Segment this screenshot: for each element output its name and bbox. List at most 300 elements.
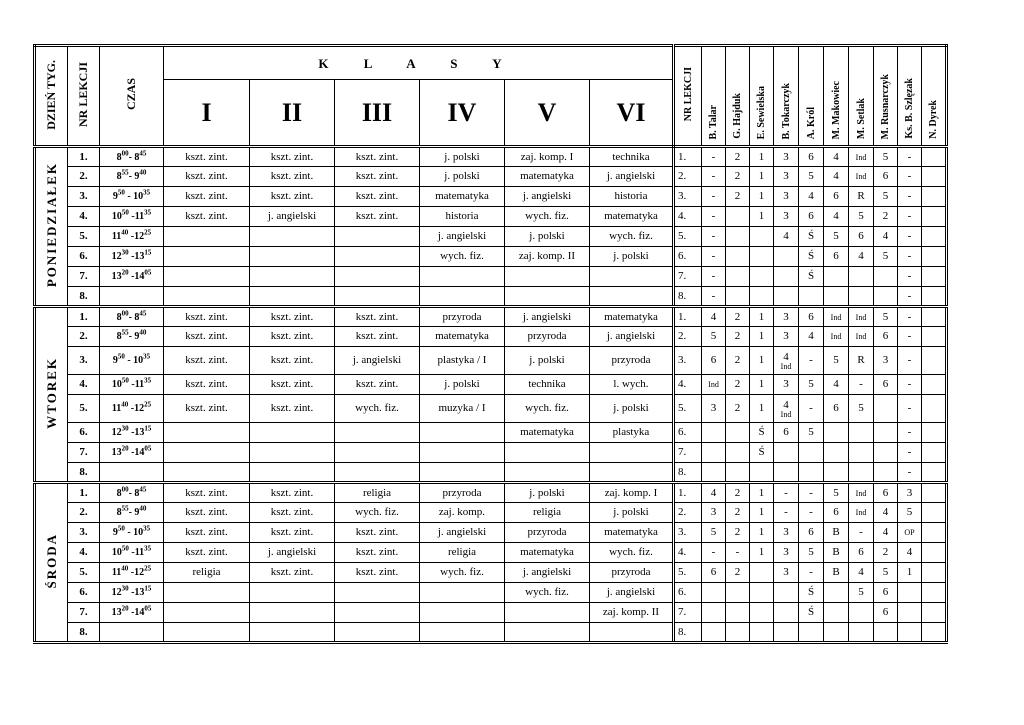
lesson-row xyxy=(35,523,947,543)
teacher-assignment: 3 xyxy=(702,503,726,523)
teacher-assignment: 2 xyxy=(726,563,750,583)
teacher-assignment: 4 xyxy=(799,327,824,347)
teacher-assignment: 4 xyxy=(898,543,922,563)
teacher-assignment xyxy=(922,167,947,187)
teacher-assignment: B xyxy=(824,563,849,583)
teacher-assignment: 5 xyxy=(874,307,898,327)
teacher-assignment: Ś xyxy=(799,583,824,603)
lesson-number: 8. xyxy=(68,623,100,643)
teacher-assignment: 6 xyxy=(799,307,824,327)
lesson-number-2: 2. xyxy=(674,167,702,187)
header-classes: K L A S Y xyxy=(164,46,674,80)
lesson-number: 2. xyxy=(68,327,100,347)
class-subject xyxy=(164,603,250,623)
class-subject: j. polski xyxy=(505,347,590,375)
teacher-assignment: Ind xyxy=(824,327,849,347)
lesson-number-2: 1. xyxy=(674,307,702,327)
lesson-number-2: 3. xyxy=(674,347,702,375)
class-subject: kszt. zint. xyxy=(164,327,250,347)
teacher-assignment: 2 xyxy=(726,167,750,187)
class-subject: kszt. zint. xyxy=(164,167,250,187)
class-subject xyxy=(164,423,250,443)
teacher-assignment xyxy=(824,423,849,443)
teacher-assignment: 6 xyxy=(824,503,849,523)
header-time: CZAS xyxy=(124,78,138,111)
lesson-number: 5. xyxy=(68,227,100,247)
teacher-assignment: 1 xyxy=(750,167,774,187)
teacher-assignment xyxy=(726,623,750,643)
lesson-row xyxy=(35,347,947,375)
class-subject xyxy=(590,463,674,483)
teacher-name: M. Setlak xyxy=(855,97,867,139)
class-subject xyxy=(164,287,250,307)
teacher-assignment: - xyxy=(898,287,922,307)
class-subject: matematyka xyxy=(505,543,590,563)
teacher-assignment xyxy=(702,623,726,643)
teacher-assignment: Ś xyxy=(750,423,774,443)
lesson-number: 8. xyxy=(68,287,100,307)
teacher-assignment xyxy=(922,267,947,287)
teacher-assignment xyxy=(774,287,799,307)
class-subject: matematyka xyxy=(420,187,505,207)
teacher-assignment xyxy=(750,463,774,483)
lesson-number: 2. xyxy=(68,503,100,523)
lesson-number-2: 4. xyxy=(674,543,702,563)
teacher-assignment xyxy=(874,623,898,643)
teacher-assignment: 4 xyxy=(702,307,726,327)
teacher-assignment: Ś xyxy=(799,227,824,247)
teacher-assignment: - xyxy=(898,395,922,423)
class-subject: j. polski xyxy=(590,395,674,423)
lesson-number: 4. xyxy=(68,207,100,227)
teacher-assignment: - xyxy=(898,307,922,327)
lesson-number: 7. xyxy=(68,443,100,463)
class-subject: kszt. zint. xyxy=(164,307,250,327)
teacher-assignment xyxy=(874,287,898,307)
lesson-number: 1. xyxy=(68,307,100,327)
teacher-assignment xyxy=(750,227,774,247)
teacher-assignment: 4 xyxy=(824,375,849,395)
teacher-assignment: 2 xyxy=(726,375,750,395)
teacher-assignment: 6 xyxy=(874,327,898,347)
lesson-row xyxy=(35,267,947,287)
day-name: WTOREK xyxy=(44,357,59,429)
class-subject: zaj. komp. II xyxy=(505,247,590,267)
teacher-assignment: - xyxy=(774,503,799,523)
class-subject xyxy=(250,623,335,643)
class-subject xyxy=(420,267,505,287)
teacher-assignment: 4 xyxy=(849,247,874,267)
lesson-number-2: 4. xyxy=(674,207,702,227)
class-subject: kszt. zint. xyxy=(250,167,335,187)
class-subject: j. polski xyxy=(590,247,674,267)
teacher-assignment: 5 xyxy=(799,167,824,187)
teacher-assignment: 1 xyxy=(750,187,774,207)
timetable-sheet xyxy=(33,44,948,644)
lesson-number: 7. xyxy=(68,603,100,623)
teacher-assignment: 1 xyxy=(750,523,774,543)
class-subject: j. polski xyxy=(420,167,505,187)
teacher-assignment: 2 xyxy=(726,147,750,167)
teacher-assignment: Ś xyxy=(799,603,824,623)
class-subject xyxy=(250,443,335,463)
teacher-assignment xyxy=(824,463,849,483)
lesson-number: 3. xyxy=(68,523,100,543)
class-subject: kszt. zint. xyxy=(335,523,420,543)
teacher-assignment: - xyxy=(799,347,824,375)
class-subject: kszt. zint. xyxy=(335,167,420,187)
class-subject: kszt. zint. xyxy=(164,375,250,395)
teacher-assignment xyxy=(726,603,750,623)
teacher-assignment xyxy=(726,207,750,227)
class-subject: kszt. zint. xyxy=(164,483,250,503)
class-subject xyxy=(164,623,250,643)
class-subject xyxy=(250,583,335,603)
class-subject xyxy=(590,443,674,463)
lesson-row xyxy=(35,463,947,483)
class-header: V xyxy=(505,80,590,147)
lesson-row xyxy=(35,603,947,623)
lesson-time: $11^{40}$ $-12^{25}$ xyxy=(100,563,164,583)
teacher-assignment xyxy=(702,423,726,443)
class-subject: l. wych. xyxy=(590,375,674,395)
class-subject: kszt. zint. xyxy=(250,147,335,167)
class-subject xyxy=(335,227,420,247)
lesson-time: $8^{55}-$ $9^{40}$ xyxy=(100,327,164,347)
teacher-name: E. Sewielska xyxy=(756,85,767,139)
lesson-number-2: 2. xyxy=(674,327,702,347)
teacher-assignment xyxy=(774,463,799,483)
teacher-assignment xyxy=(922,227,947,247)
teacher-name: M. Rusnarczyk xyxy=(880,73,891,139)
teacher-assignment: 1 xyxy=(750,375,774,395)
lesson-number: 6. xyxy=(68,247,100,267)
lesson-time: $10^{50}$ $-11^{35}$ xyxy=(100,207,164,227)
teacher-assignment xyxy=(922,395,947,423)
timetable xyxy=(33,44,948,644)
class-subject: j. polski xyxy=(505,483,590,503)
class-subject xyxy=(335,247,420,267)
teacher-assignment: - xyxy=(898,167,922,187)
lesson-time: $8^{00}-$ $8^{45}$ xyxy=(100,307,164,327)
teacher-assignment: 5 xyxy=(874,563,898,583)
teacher-name: A. Król xyxy=(805,106,817,139)
teacher-assignment xyxy=(824,623,849,643)
class-subject: przyroda xyxy=(505,327,590,347)
class-subject xyxy=(335,267,420,287)
teacher-assignment xyxy=(726,287,750,307)
class-subject xyxy=(250,267,335,287)
lesson-number-2: 8. xyxy=(674,623,702,643)
teacher-assignment: 5 xyxy=(898,503,922,523)
teacher-assignment xyxy=(849,603,874,623)
lesson-number-2: 5. xyxy=(674,563,702,583)
class-subject: wych. fiz. xyxy=(505,583,590,603)
class-subject: przyroda xyxy=(590,563,674,583)
teacher-assignment: 3 xyxy=(874,347,898,375)
teacher-assignment: Ind xyxy=(849,167,874,187)
teacher-assignment: 1 xyxy=(898,563,922,583)
lesson-time xyxy=(100,463,164,483)
lesson-number: 2. xyxy=(68,167,100,187)
lesson-number-2: 2. xyxy=(674,503,702,523)
class-subject: kszt. zint. xyxy=(335,147,420,167)
lesson-row xyxy=(35,187,947,207)
teacher-assignment: Ind xyxy=(849,503,874,523)
class-subject xyxy=(164,583,250,603)
teacher-assignment xyxy=(922,503,947,523)
teacher-name: B. Talar xyxy=(708,104,719,139)
teacher-assignment: - xyxy=(898,375,922,395)
teacher-assignment xyxy=(750,287,774,307)
teacher-assignment: 3 xyxy=(898,483,922,503)
class-subject: j. angielski xyxy=(505,307,590,327)
class-subject: plastyka xyxy=(590,423,674,443)
teacher-assignment xyxy=(824,603,849,623)
lesson-number: 6. xyxy=(68,583,100,603)
class-subject: matematyka xyxy=(590,207,674,227)
lesson-number-2: 6. xyxy=(674,247,702,267)
class-subject: j. angielski xyxy=(250,207,335,227)
teacher-assignment xyxy=(922,187,947,207)
teacher-assignment: 4 xyxy=(849,563,874,583)
teacher-assignment xyxy=(898,583,922,603)
teacher-assignment: 6 xyxy=(774,423,799,443)
class-subject: j. angielski xyxy=(335,347,420,375)
class-subject xyxy=(420,463,505,483)
class-subject: j. angielski xyxy=(420,227,505,247)
teacher-assignment xyxy=(824,287,849,307)
class-subject xyxy=(250,423,335,443)
header-lesson-2: NR LEKCJI xyxy=(682,67,694,122)
teacher-assignment: 2 xyxy=(726,503,750,523)
lesson-number: 6. xyxy=(68,423,100,443)
class-subject xyxy=(590,287,674,307)
lesson-number-2: 7. xyxy=(674,603,702,623)
teacher-assignment: 6 xyxy=(799,147,824,167)
lesson-row xyxy=(35,423,947,443)
class-subject: kszt. zint. xyxy=(335,207,420,227)
teacher-assignment xyxy=(874,443,898,463)
class-subject: matematyka xyxy=(590,307,674,327)
header-lesson: NR LEKCJI xyxy=(76,61,90,127)
class-subject: kszt. zint. xyxy=(250,347,335,375)
teacher-assignment: - xyxy=(849,375,874,395)
class-subject xyxy=(164,443,250,463)
class-subject xyxy=(164,247,250,267)
teacher-assignment xyxy=(922,463,947,483)
teacher-assignment: 6 xyxy=(799,523,824,543)
teacher-assignment xyxy=(774,247,799,267)
teacher-assignment: 6 xyxy=(874,483,898,503)
class-subject: j. angielski xyxy=(590,327,674,347)
teacher-assignment xyxy=(726,247,750,267)
teacher-assignment: OP xyxy=(898,523,922,543)
teacher-assignment xyxy=(824,583,849,603)
teacher-assignment: Ind xyxy=(849,147,874,167)
class-subject xyxy=(164,267,250,287)
class-subject xyxy=(250,463,335,483)
lesson-time: $10^{50}$ $-11^{35}$ xyxy=(100,543,164,563)
teacher-assignment: - xyxy=(898,463,922,483)
teacher-assignment: - xyxy=(799,483,824,503)
class-subject xyxy=(335,603,420,623)
lesson-number-2: 6. xyxy=(674,583,702,603)
class-subject: wych. fiz. xyxy=(590,543,674,563)
lesson-number: 4. xyxy=(68,543,100,563)
teacher-assignment xyxy=(799,463,824,483)
class-subject xyxy=(505,287,590,307)
lesson-time: $10^{50}$ $-11^{35}$ xyxy=(100,375,164,395)
lesson-row xyxy=(35,443,947,463)
lesson-row xyxy=(35,583,947,603)
teacher-assignment xyxy=(874,267,898,287)
teacher-assignment xyxy=(702,603,726,623)
class-subject: matematyka xyxy=(505,423,590,443)
teacher-assignment: 4 xyxy=(824,147,849,167)
class-subject: j. polski xyxy=(590,503,674,523)
lesson-time: $11^{40}$ $-12^{25}$ xyxy=(100,395,164,423)
lesson-row xyxy=(35,623,947,643)
teacher-assignment: Ind xyxy=(849,307,874,327)
lesson-number-2: 7. xyxy=(674,267,702,287)
class-subject: matematyka xyxy=(505,167,590,187)
lesson-time: $12^{30}$ $-13^{15}$ xyxy=(100,423,164,443)
class-subject: j. polski xyxy=(505,227,590,247)
lesson-time: $8^{55}-$ $9^{40}$ xyxy=(100,167,164,187)
teacher-assignment xyxy=(774,583,799,603)
teacher-assignment xyxy=(849,267,874,287)
class-subject xyxy=(505,603,590,623)
teacher-assignment: - xyxy=(898,187,922,207)
teacher-assignment: - xyxy=(702,287,726,307)
class-subject: kszt. zint. xyxy=(164,503,250,523)
class-subject: matematyka xyxy=(420,327,505,347)
class-subject xyxy=(505,463,590,483)
class-subject: kszt. zint. xyxy=(250,523,335,543)
teacher-assignment: - xyxy=(702,147,726,167)
teacher-assignment: Ind xyxy=(849,483,874,503)
teacher-assignment xyxy=(726,443,750,463)
class-subject: wych. fiz. xyxy=(420,247,505,267)
teacher-assignment: - xyxy=(702,247,726,267)
class-subject: plastyka / I xyxy=(420,347,505,375)
teacher-assignment xyxy=(774,623,799,643)
class-subject: historia xyxy=(420,207,505,227)
teacher-assignment xyxy=(922,543,947,563)
lesson-row xyxy=(35,503,947,523)
class-subject: kszt. zint. xyxy=(164,187,250,207)
teacher-assignment: 2 xyxy=(726,307,750,327)
teacher-assignment: 6 xyxy=(849,227,874,247)
teacher-assignment: - xyxy=(799,395,824,423)
teacher-assignment xyxy=(874,423,898,443)
teacher-assignment: - xyxy=(702,543,726,563)
teacher-assignment: - xyxy=(898,247,922,267)
class-subject: kszt. zint. xyxy=(164,207,250,227)
teacher-assignment: 3 xyxy=(774,327,799,347)
teacher-assignment xyxy=(922,603,947,623)
teacher-assignment: 6 xyxy=(874,375,898,395)
teacher-assignment xyxy=(726,227,750,247)
teacher-assignment xyxy=(750,247,774,267)
teacher-assignment: 4 xyxy=(874,227,898,247)
teacher-assignment xyxy=(849,287,874,307)
teacher-assignment: - xyxy=(898,347,922,375)
teacher-assignment: - xyxy=(849,523,874,543)
teacher-assignment: 3 xyxy=(774,523,799,543)
lesson-row xyxy=(35,395,947,423)
class-subject: wych. fiz. xyxy=(335,503,420,523)
lesson-time: $9^{50} - 10^{35}$ xyxy=(100,523,164,543)
class-subject xyxy=(505,443,590,463)
teacher-assignment: - xyxy=(702,227,726,247)
teacher-assignment xyxy=(750,583,774,603)
teacher-assignment xyxy=(922,375,947,395)
teacher-assignment: 1 xyxy=(750,347,774,375)
class-subject xyxy=(250,247,335,267)
class-subject xyxy=(335,443,420,463)
lesson-time: $13^{20}$ $-14^{05}$ xyxy=(100,603,164,623)
class-subject: kszt. zint. xyxy=(250,187,335,207)
teacher-assignment: 6 xyxy=(824,187,849,207)
class-subject xyxy=(164,463,250,483)
day-name: ŚRODA xyxy=(44,533,59,589)
teacher-assignment xyxy=(922,583,947,603)
teacher-assignment: 1 xyxy=(750,503,774,523)
teacher-assignment: 6 xyxy=(849,543,874,563)
lesson-number-2: 4. xyxy=(674,375,702,395)
teacher-assignment: 1 xyxy=(750,327,774,347)
class-subject: kszt. zint. xyxy=(164,347,250,375)
teacher-assignment: - xyxy=(898,147,922,167)
teacher-assignment: 6 xyxy=(874,583,898,603)
teacher-assignment: - xyxy=(702,167,726,187)
lesson-number-2: 8. xyxy=(674,287,702,307)
teacher-assignment: 1 xyxy=(750,395,774,423)
teacher-assignment: 3 xyxy=(774,147,799,167)
teacher-assignment xyxy=(726,463,750,483)
teacher-assignment: 3 xyxy=(774,207,799,227)
class-subject: zaj. komp. II xyxy=(590,603,674,623)
teacher-assignment: - xyxy=(898,327,922,347)
class-subject: wych. fiz. xyxy=(335,395,420,423)
teacher-assignment xyxy=(922,247,947,267)
teacher-assignment: 5 xyxy=(874,147,898,167)
class-subject xyxy=(505,623,590,643)
class-subject: j. angielski xyxy=(590,167,674,187)
teacher-assignment xyxy=(922,563,947,583)
class-subject: j. angielski xyxy=(250,543,335,563)
teacher-assignment: - xyxy=(898,267,922,287)
teacher-assignment: 5 xyxy=(702,523,726,543)
lesson-time: $11^{40}$ $-12^{25}$ xyxy=(100,227,164,247)
class-subject: kszt. zint. xyxy=(164,543,250,563)
lesson-number-2: 3. xyxy=(674,523,702,543)
teacher-assignment xyxy=(702,583,726,603)
class-subject: kszt. zint. xyxy=(335,187,420,207)
teacher-assignment: - xyxy=(702,187,726,207)
teacher-assignment xyxy=(750,623,774,643)
teacher-assignment: Ś xyxy=(799,267,824,287)
teacher-assignment: 1 xyxy=(750,207,774,227)
teacher-assignment: - xyxy=(726,543,750,563)
class-subject: kszt. zint. xyxy=(335,375,420,395)
teacher-name: M. Makowiec xyxy=(830,80,842,139)
lesson-number: 5. xyxy=(68,563,100,583)
teacher-assignment: 6 xyxy=(702,347,726,375)
teacher-assignment: 2 xyxy=(726,347,750,375)
